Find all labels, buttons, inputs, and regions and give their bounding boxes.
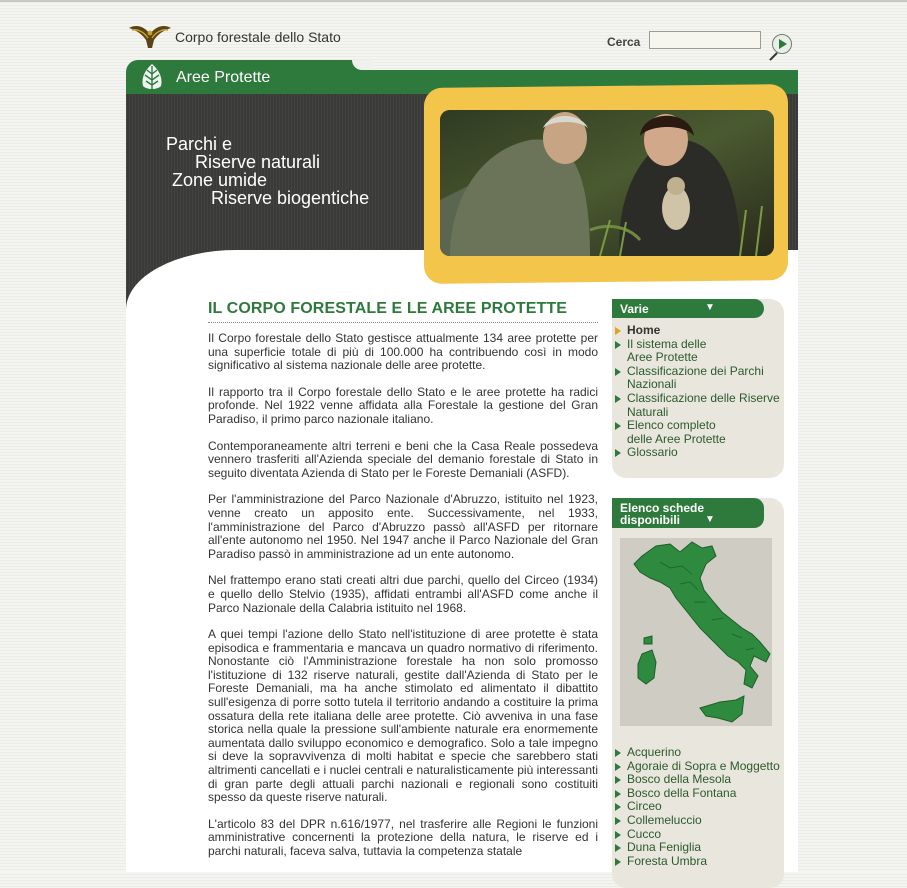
sidebar-item-classificazione-riserve[interactable]: Classificazione delle Riserve Naturali xyxy=(612,392,780,419)
hero-photo-image xyxy=(440,110,774,256)
schede-title-line2: disponibili xyxy=(620,513,680,527)
sidebar-item-elenco[interactable]: Elenco completo delle Aree Protette xyxy=(612,419,780,446)
search-input[interactable] xyxy=(649,31,761,49)
sidebar-item-home[interactable]: Home xyxy=(612,324,780,338)
scheda-item[interactable]: Cucco xyxy=(612,828,780,842)
hero-line-parchi: Parchi e xyxy=(166,134,233,154)
sidebar-item-sistema[interactable]: Il sistema delle Aree Protette xyxy=(612,338,780,365)
leaf-icon xyxy=(137,62,167,92)
scheda-item[interactable]: Circeo xyxy=(612,800,780,814)
sidebar-item-classificazione-parchi[interactable]: Classificazione dei Parchi Nazionali xyxy=(612,365,780,392)
scheda-item[interactable]: Bosco della Mesola xyxy=(612,773,780,787)
paragraph-1: Il Corpo forestale dello Stato gestisce attualmente 134 aree protette per una superficie totale di più di 100.000 ha contribuendo così in modo significativo al sistema nazionale delle aree protette. xyxy=(208,331,598,373)
italy-map-icon xyxy=(620,538,772,726)
scheda-item[interactable]: Duna Feniglia xyxy=(612,841,780,855)
schede-list xyxy=(612,746,780,868)
paragraph-3: Contemporaneamente altri terreni e beni che la Casa Reale possedeva vennero trasferiti all'Azienda speciale del demanio forestale di Stato in seguito diventata Azienda di Stato per le Foreste Demaniali (ASFD). xyxy=(208,438,598,480)
varie-header[interactable] xyxy=(612,299,764,318)
scheda-item[interactable]: Agoraie di Sopra e Moggetto xyxy=(612,760,780,774)
search-label: Cerca xyxy=(607,35,641,49)
search-go-button[interactable] xyxy=(772,34,792,54)
scheda-item[interactable]: Collemeluccio xyxy=(612,814,780,828)
scheda-item[interactable]: Bosco della Fontana xyxy=(612,787,780,801)
italy-map[interactable] xyxy=(620,538,772,726)
sidebar-item-glossario[interactable]: Glossario xyxy=(612,446,780,460)
paragraph-5: Nel frattempo erano stati creati altri due parchi, quello del Circeo (1934) e quello dello Stelvio (1935), affidati entrambi all'ASFD come anche il Parco Nazionale della Calabria istituito nel 1968. xyxy=(208,573,598,615)
eagle-logo-icon[interactable] xyxy=(128,22,172,50)
paragraph-2: Il rapporto tra il Corpo forestale dello Stato e le aree protette ha radici profonde. Nel 1922 venne affidata alla Forestale la gestione del Gran Paradiso, il primo parco nazionale italiano. xyxy=(208,384,598,426)
page-container xyxy=(126,0,798,872)
paragraph-4: Per l'amministrazione del Parco Nazionale d'Abruzzo, istituito nel 1923, venne creato un apposito ente. Successivamente, nel 1933, l'amministrazione del Parco d'Abruzzo passò all'ASFD per ritornare all'ente autonomo nel 1950. Nel 1947 anche il Parco Nazionale del Gran Paradiso passò in amministrazione ad un ente autonomo. xyxy=(208,492,598,561)
brand-name[interactable]: Corpo forestale dello Stato xyxy=(175,29,341,45)
chevron-down-icon: ▼ xyxy=(705,302,715,313)
paragraph-6: A quei tempi l'azione dello Stato nell'istituzione di aree protette è stata episodica e frammentaria e mancava un quadro normativo di riferimento. Nonostante ciò l'Amministrazione forestale ha non solo promosso l'istituzione di 132 riserve naturali, gestite dall'Azienda di Stato per le Foreste Demaniali, ma ha anche stimolato ed alimentato il dibattito sull'esigenza di porre sotto tutela il territorio andando a costituire la prima ossatura della rete italiana delle aree protette. Ciò avveniva in una fase storica nella quale la pressione sull'ambiente naturale era enormemente aumentata dallo sviluppo economico e demografico. Solo a tale impegno si deve la sopravvivenza di molti habitat e specie che sarebbero stati altrimenti cancellati e i nuclei centrali e naturalisticamente più interessanti di gran parte degli attuali parchi nazionali e regionali sono costituiti spesso da queste riserve naturali. xyxy=(208,627,598,805)
section-title[interactable]: Aree Protette xyxy=(176,69,271,86)
varie-title: Varie xyxy=(620,302,649,316)
header xyxy=(126,20,798,52)
schede-title-line1: Elenco schede xyxy=(620,501,705,515)
schede-header[interactable] xyxy=(612,498,764,528)
scheda-item[interactable]: Foresta Umbra xyxy=(612,855,780,869)
scheda-item[interactable]: Acquerino xyxy=(612,746,780,760)
hero-line-biogentiche: Riserve biogentiche xyxy=(211,188,370,208)
paragraph-7: L'articolo 83 del DPR n.616/1977, nel trasferire alle Regioni le funzioni amministrative concernenti la protezione della natura, le riserve ed i parchi naturali, faceva salva, tuttavia la competenza statale xyxy=(208,816,598,858)
varie-list xyxy=(612,324,780,460)
chevron-down-icon: ▼ xyxy=(705,514,715,525)
sidebar-varie xyxy=(612,299,784,478)
sidebar-schede xyxy=(612,498,784,888)
page-title: IL CORPO FORESTALE E LE AREE PROTETTE xyxy=(208,300,598,323)
hero-line-riserve: Riserve naturali xyxy=(195,152,321,172)
hero-line-zone: Zone umide xyxy=(172,170,268,190)
hero-photo xyxy=(440,110,774,256)
main-content xyxy=(208,300,598,859)
